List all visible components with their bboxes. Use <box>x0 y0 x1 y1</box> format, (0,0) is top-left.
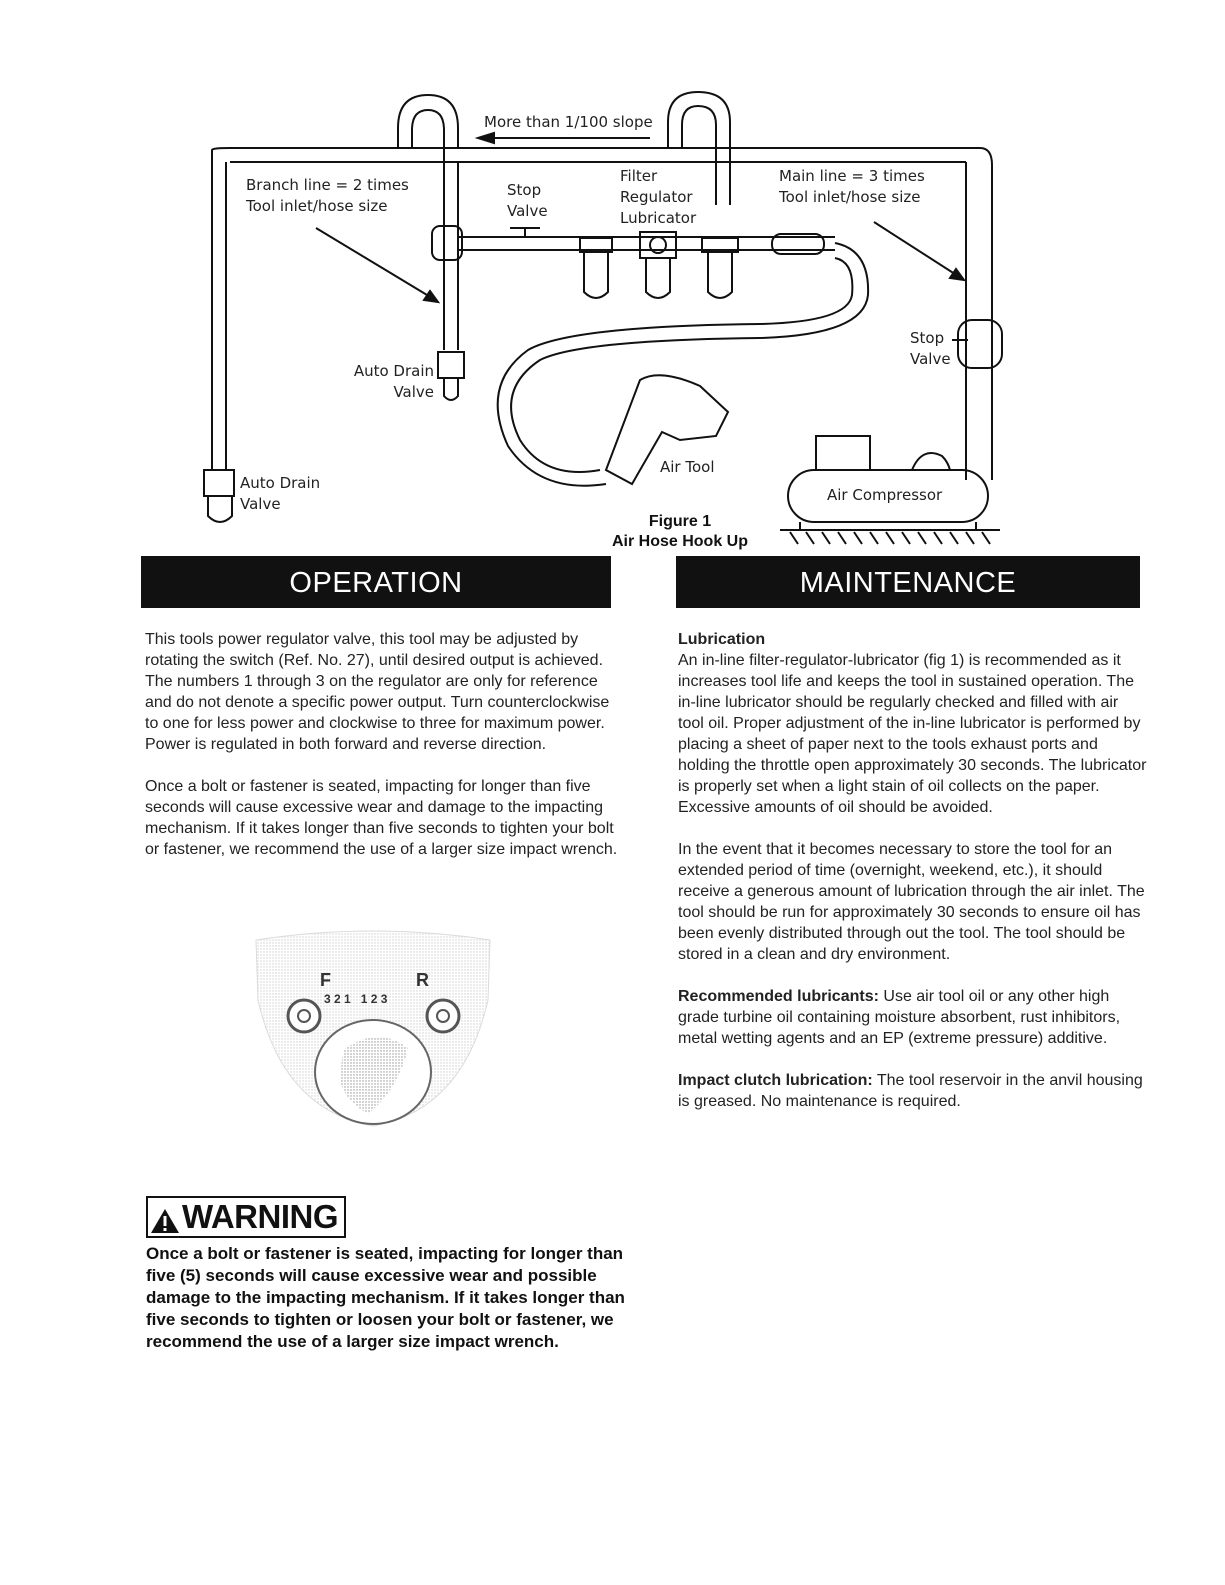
maintenance-heading: MAINTENANCE <box>676 556 1140 608</box>
figure-title: Air Hose Hook Up <box>611 533 748 550</box>
recommended-lubricants-paragraph <box>678 986 1148 1049</box>
lubrication-title: Lubrication <box>678 631 766 648</box>
knob-forward-letter: F <box>320 970 331 990</box>
air-tool-label: Air Tool <box>660 458 715 476</box>
impact-clutch-text: The tool reservoir in the anvil housing is greased. No maintenance is required. <box>678 1072 1143 1110</box>
lubrication-paragraph: An in-line filter-regulator-lubricator (fig 1) is recommended as it increases tool life and keeps the tool in sustained operation. The in-line lubricator should be regularly checked and filled with air tool oil. Proper adjustment of the in-line lubricator is performed by placing a sheet of paper next to the tools exhaust ports and holding the throttle open approximately 30 seconds. The lubricator is properly set when a light stain of oil collects on the paper. Excessive amounts of oil should be avoided. <box>678 652 1147 816</box>
operation-heading: OPERATION <box>141 556 611 608</box>
air-compressor-label: Air Compressor <box>827 486 943 504</box>
warning-box <box>146 1196 346 1238</box>
operation-paragraph-2: Once a bolt or fastener is seated, impacting for longer than five seconds will cause excessive wear and damage to the impacting mechanism. If it takes longer than five seconds to tighten your bolt or fastener, we recommend the use of a larger size impact wrench. <box>145 778 618 858</box>
impact-clutch-title: Impact clutch lubrication: <box>678 1072 873 1089</box>
auto-drain-left-label: Auto Drain Valve <box>240 474 321 513</box>
auto-drain-mid-label: Auto Drain Valve <box>353 362 434 401</box>
branch-line-label: Branch line = 2 times Tool inlet/hose size <box>246 176 409 215</box>
figure-number: Figure 1 <box>648 513 712 530</box>
recommended-lubricants-text: Use air tool oil or any other high grade turbine oil containing moisture absorbent, rust inhibitors, metal wetting agents and an EP (extreme pressure) additive. <box>678 988 1121 1047</box>
recommended-lubricants-title: Recommended lubricants: <box>678 988 879 1005</box>
figure-air-hose-hookup <box>0 0 1225 560</box>
knob-illustration <box>248 930 498 1130</box>
power-regulator-knob-image <box>248 930 498 1130</box>
warning-label: WARNING <box>182 1198 338 1235</box>
knob-power-numbers: 3 2 1 1 2 3 <box>324 992 388 1006</box>
operation-column <box>145 629 625 881</box>
frl-label: Filter Regulator Lubricator <box>620 167 697 227</box>
air-hose-diagram <box>0 0 1225 560</box>
warning-text: Once a bolt or fastener is seated, impacting for longer than five (5) seconds will cause excessive wear and possible damage to the impacting mechanism. If it takes longer than five seconds to tighten or loosen your bolt or fastener, we recommend the use of a larger size impact wrench. <box>146 1244 625 1351</box>
stop-valve-right-label: Stop Valve <box>910 329 951 368</box>
slope-label: More than 1/100 slope <box>484 113 653 131</box>
main-line-label: Main line = 3 times Tool inlet/hose size <box>779 167 925 206</box>
warning-triangle-icon <box>150 1204 180 1242</box>
knob-reverse-letter: R <box>416 970 429 990</box>
storage-paragraph: In the event that it becomes necessary to store the tool for an extended period of time (overnight, weekend, etc.), it should receive a generous amount of lubrication through the air inlet. The tool should be run for approximately 30 seconds to ensure oil has been evenly distributed through out the tool. The tool should be stored in a clean and dry environment. <box>678 841 1145 963</box>
operation-paragraph-1: This tools power regulator valve, this tool may be adjusted by rotating the switch (Ref. No. 27), until desired output is achieved. The numbers 1 through 3 on the regulator are only for reference and do not denote a specific power output. Turn counterclockwise to one for less power and clockwise to three for maximum power. Power is regulated in both forward and reverse direction. <box>145 631 610 753</box>
impact-clutch-paragraph <box>678 1070 1148 1112</box>
maintenance-column <box>678 629 1148 1133</box>
stop-valve-top-label: Stop Valve <box>507 181 548 220</box>
